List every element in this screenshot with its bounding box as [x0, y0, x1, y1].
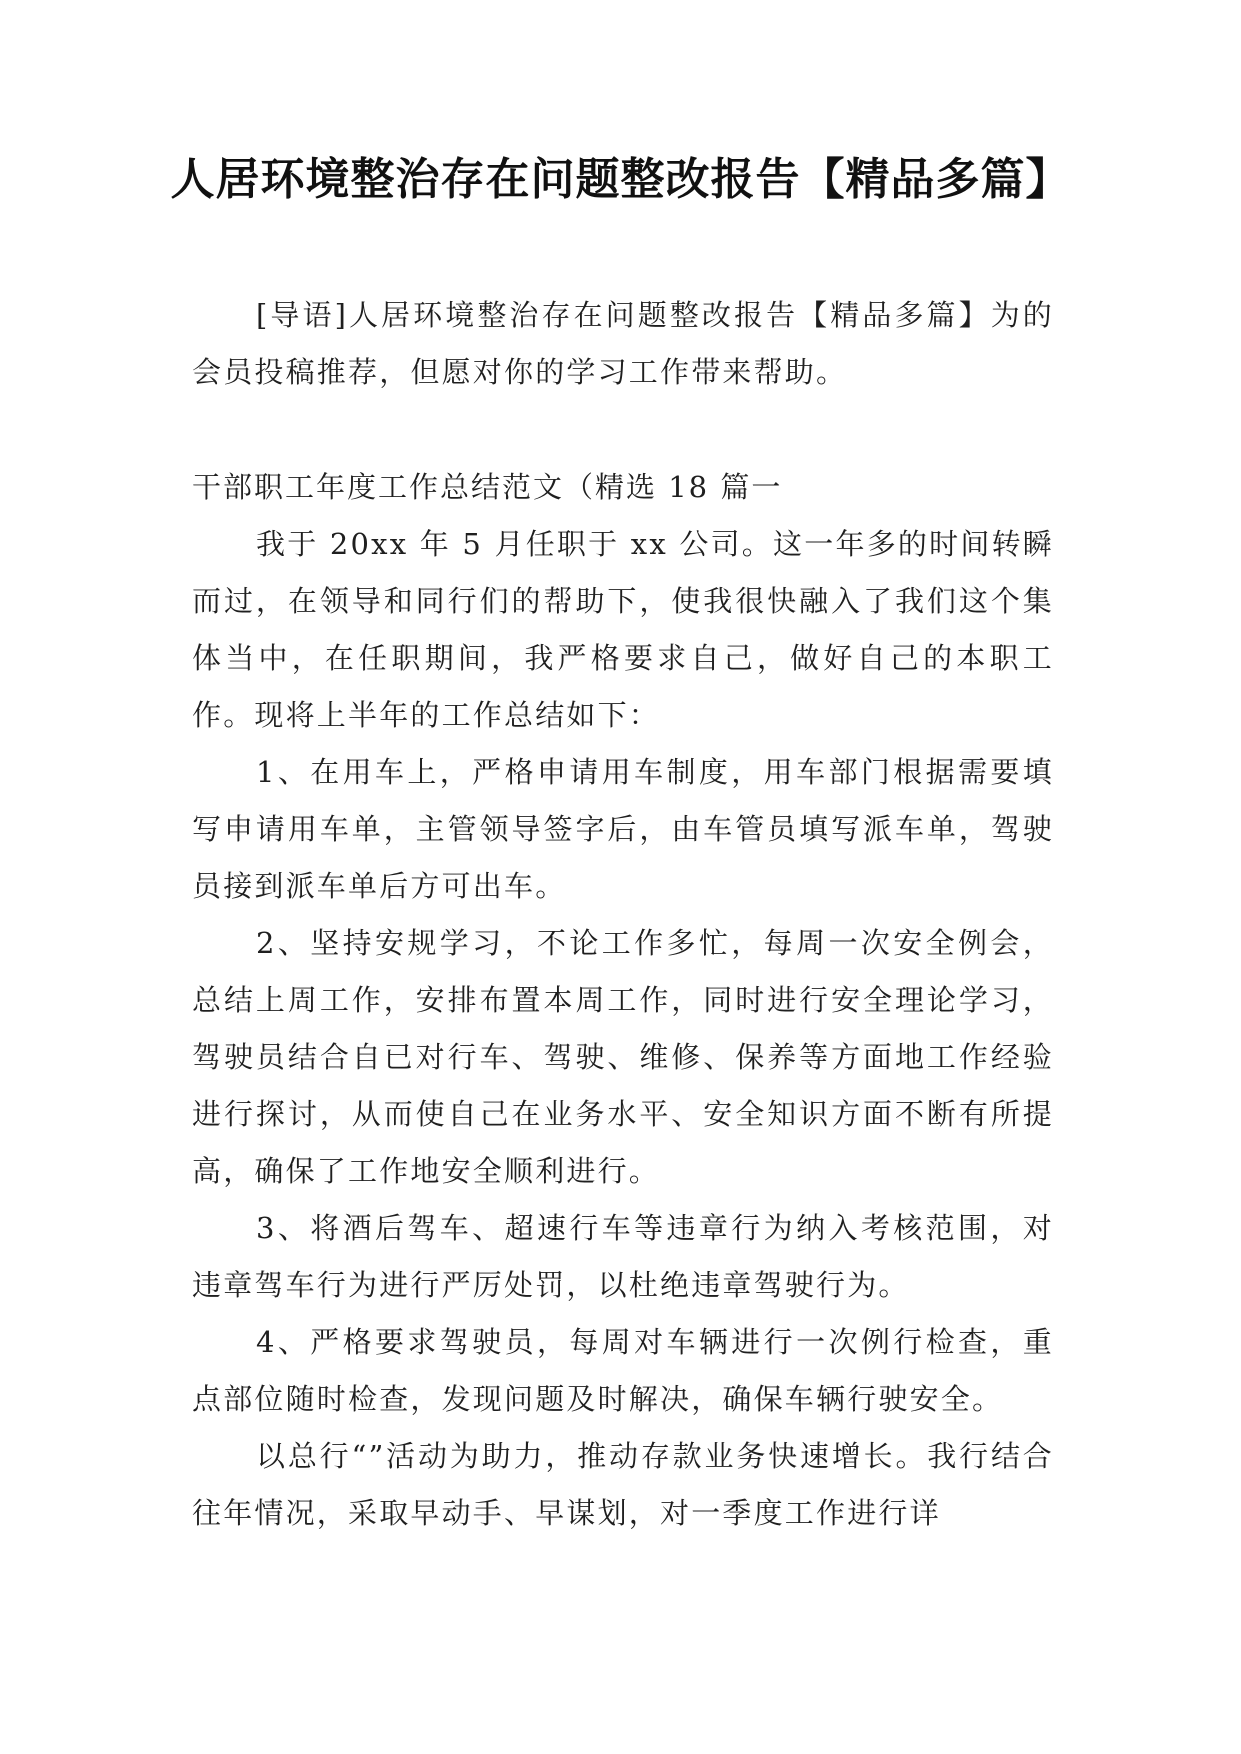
document-title: 人居环境整治存在问题整改报告【精品多篇】	[170, 154, 1071, 205]
body-paragraph: 以总行“”活动为助力，推动存款业务快速增长。我行结合往年情况，采取早动手、早谋划，对一季度工作进行详	[192, 1439, 1054, 1530]
body-paragraph: 2、坚持安规学习，不论工作多忙，每周一次安全例会，总结上周工作，安排布置本周工作，同时进行安全理论学习，驾驶员结合自已对行车、驾驶、维修、保养等方面地工作经验进行探讨，从而使自己在业务水平、安全知识方面不断有所提高，确保了工作地安全顺利进行。	[192, 926, 1054, 1188]
body-paragraph: 4、严格要求驾驶员，每周对车辆进行一次例行检查，重点部位随时检查，发现问题及时解决，确保车辆行驶安全。	[192, 1325, 1054, 1416]
body-paragraph: 我于 20xx 年 5 月任职于 xx 公司。这一年多的时间转瞬而过，在领导和同行们的帮助下，使我很快融入了我们这个集体当中，在任职期间，我严格要求自己，做好自己的本职工作。现将上半年的工作总结如下：	[192, 527, 1054, 732]
intro-text: [导语]人居环境整治存在问题整改报告【精品多篇】为的会员投稿推荐，但愿对你的学习工作带来帮助。	[192, 298, 1054, 389]
document-body	[192, 516, 1054, 1542]
body-paragraph: 3、将酒后驾车、超速行车等违章行为纳入考核范围，对违章驾车行为进行严厉处罚，以杜绝违章驾驶行为。	[192, 1211, 1054, 1302]
intro-paragraph	[192, 287, 1054, 401]
section-heading: 干部职工年度工作总结范文（精选 18 篇一	[192, 470, 783, 504]
body-paragraph: 1、在用车上，严格申请用车制度，用车部门根据需要填写申请用车单，主管领导签字后，由车管员填写派车单，驾驶员接到派车单后方可出车。	[192, 755, 1054, 903]
